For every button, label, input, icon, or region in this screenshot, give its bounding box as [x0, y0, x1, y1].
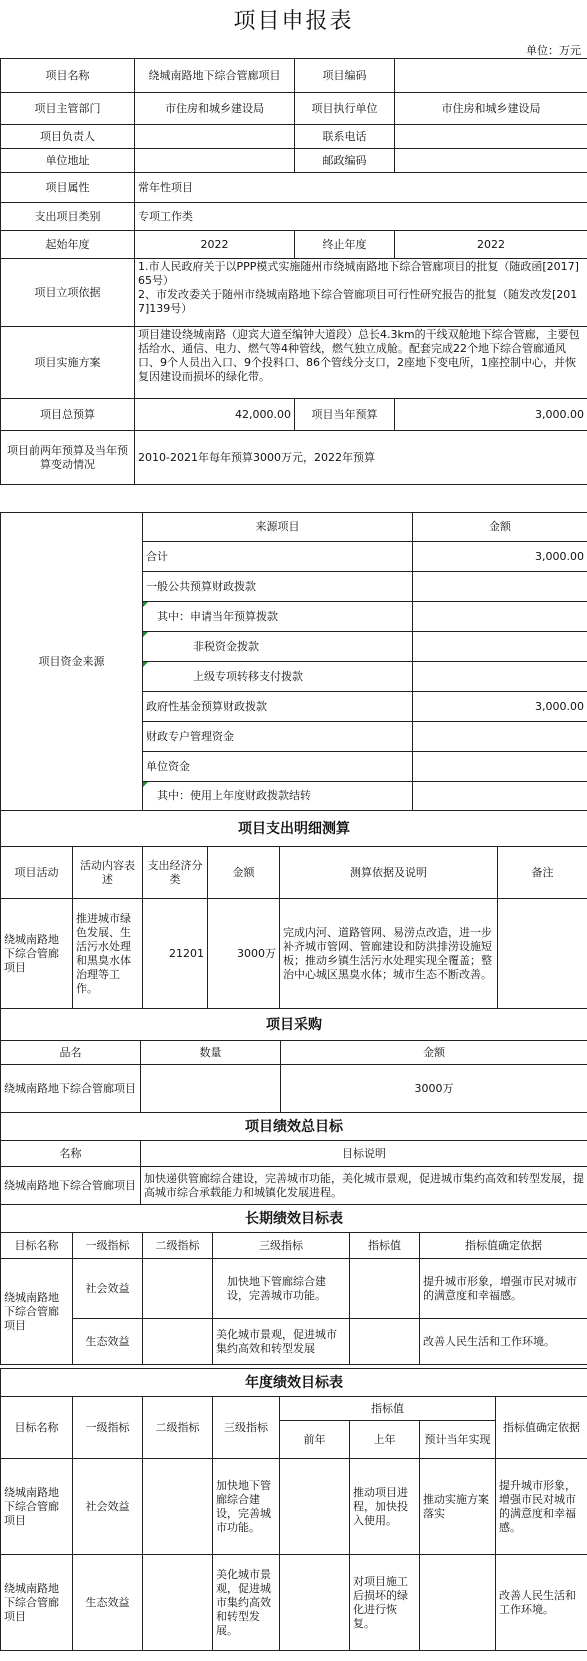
- long-term-value: [350, 1319, 420, 1365]
- end-year-value: 2022: [395, 231, 587, 259]
- expense-header: 测算依据及说明: [280, 847, 498, 899]
- annual-l1: 生态效益: [73, 1555, 143, 1651]
- perf-total-desc: 加快递供管廊综合建设，完善城市功能，美化城市景观，促进城市集约高效和转型发展，提高城市综合承载能力和城镇化发展进程。: [141, 1167, 587, 1205]
- expense-activity: 绕城南路地下综合管廊项目: [1, 899, 73, 1009]
- year-budget-label: 项目当年预算: [295, 399, 395, 431]
- long-term-title: 长期绩效目标表: [1, 1205, 587, 1233]
- annual-prev: [280, 1459, 350, 1555]
- funding-col-amount: 金额: [413, 513, 587, 542]
- procurement-table: [0, 1008, 587, 1113]
- annual-prev: [280, 1555, 350, 1651]
- funding-row-name: 合计: [143, 542, 413, 572]
- long-term-basis: 提升城市形象，增强市民对城市的满意度和幸福感。: [420, 1259, 587, 1319]
- annual-l3: 美化城市景观，促进城市集约高效和转型发展。: [213, 1555, 280, 1651]
- annual-forecast: [420, 1555, 496, 1651]
- long-term-header: 目标名称: [1, 1233, 73, 1259]
- project-code-label: 项目编码: [295, 59, 395, 93]
- prev-budget-value: 2010-2021年每年预算3000万元，2022年预算: [135, 431, 587, 485]
- dept-label: 项目主管部门: [1, 93, 135, 125]
- procurement-qty: [141, 1065, 281, 1113]
- annual-l1: 社会效益: [73, 1459, 143, 1555]
- funding-row-name: 其中：申请当年预算拨款: [143, 602, 413, 632]
- expense-amount: 3000万: [208, 899, 280, 1009]
- funding-row-name: 上级专项转移支付拨款: [143, 662, 413, 692]
- funding-row-name: 单位资金: [143, 752, 413, 782]
- project-code-value: [395, 59, 587, 93]
- zip-label: 邮政编码: [295, 149, 395, 173]
- annual-header-last: 上年: [350, 1421, 420, 1459]
- annual-header-l1: 一级指标: [73, 1397, 143, 1459]
- leader-value: [135, 125, 295, 149]
- long-term-header: 二级指标: [143, 1233, 213, 1259]
- long-term-target: 绕城南路地下综合管廊项目: [1, 1259, 73, 1365]
- expense-header: 活动内容表述: [73, 847, 143, 899]
- year-budget-value: 3,000.00: [395, 399, 587, 431]
- expense-econ-class: 21201: [143, 899, 208, 1009]
- expense-table: [0, 810, 587, 1009]
- project-name-value: 绕城南路地下综合管廊项目: [135, 59, 295, 93]
- address-value: [135, 149, 295, 173]
- basis-value: 1.市人民政府关于以PPP模式实施随州市绕城南路地下综合管廊项目的批复（随政函[2017]65号） 2、市发改委关于随州市绕城南路地下综合管廊项目可行性研究报告的批复（随发改发[2017]139号）: [135, 259, 587, 327]
- plan-label: 项目实施方案: [1, 327, 135, 399]
- funding-row-amount: [413, 782, 587, 811]
- funding-row-amount: 3,000.00: [413, 692, 587, 722]
- long-term-header: 一级指标: [73, 1233, 143, 1259]
- zip-value: [395, 149, 587, 173]
- long-term-header: 指标值确定依据: [420, 1233, 587, 1259]
- funding-row-name: 其中：使用上年度财政拨款结转: [143, 782, 413, 811]
- long-term-basis: 改善人民生活和工作环境。: [420, 1319, 587, 1365]
- prev-budget-label: 项目前两年预算及当年预算变动情况: [1, 431, 135, 485]
- funding-row-amount: [413, 752, 587, 782]
- procurement-header: 品名: [1, 1041, 141, 1065]
- funding-row-name: 政府性基金预算财政拨款: [143, 692, 413, 722]
- long-term-l1: 生态效益: [73, 1319, 143, 1365]
- budget-value: 42,000.00: [135, 399, 295, 431]
- long-term-l3: 加快地下管廊综合建设，完善城市功能。: [213, 1259, 350, 1319]
- funding-row-name: 一般公共预算财政拨款: [143, 572, 413, 602]
- perf-total-header: 名称: [1, 1141, 141, 1167]
- expense-content: 推进城市绿色发展、生活污水处理和黑臭水体治理等工作。: [73, 899, 143, 1009]
- expense-header: 项目活动: [1, 847, 73, 899]
- annual-last: 推动项目进程，加快投入使用。: [350, 1459, 420, 1555]
- annual-l2: [143, 1459, 213, 1555]
- funding-label: 项目资金来源: [1, 513, 143, 811]
- category-label: 支出项目类别: [1, 203, 135, 231]
- funding-row-amount: 3,000.00: [413, 542, 587, 572]
- budget-label: 项目总预算: [1, 399, 135, 431]
- attr-value: 常年性项目: [135, 173, 587, 203]
- procurement-header: 数量: [141, 1041, 281, 1065]
- procurement-name: 绕城南路地下综合管廊项目: [1, 1065, 141, 1113]
- expense-header: 金额: [208, 847, 280, 899]
- expense-note: [498, 899, 587, 1009]
- long-term-header: 指标值: [350, 1233, 420, 1259]
- annual-forecast: 推动实施方案落实: [420, 1459, 496, 1555]
- perf-total-title: 项目绩效总目标: [1, 1113, 587, 1141]
- long-term-header: 三级指标: [213, 1233, 350, 1259]
- funding-row-name: 财政专户管理资金: [143, 722, 413, 752]
- annual-l3: 加快地下管廊综合建设，完善城市功能。: [213, 1459, 280, 1555]
- annual-target: 绕城南路地下综合管廊项目: [1, 1459, 73, 1555]
- annual-header-forecast: 预计当年实现: [420, 1421, 496, 1459]
- funding-row-amount: [413, 662, 587, 692]
- expense-header: 备注: [498, 847, 587, 899]
- address-label: 单位地址: [1, 149, 135, 173]
- annual-last: 对项目施工后损坏的绿化进行恢复。: [350, 1555, 420, 1651]
- perf-total-name: 绕城南路地下综合管廊项目: [1, 1167, 141, 1205]
- annual-header-l3: 三级指标: [213, 1397, 280, 1459]
- start-year-label: 起始年度: [1, 231, 135, 259]
- funding-row-amount: [413, 632, 587, 662]
- dept-value: 市住房和城乡建设局: [135, 93, 295, 125]
- annual-header-l2: 二级指标: [143, 1397, 213, 1459]
- funding-row-amount: [413, 602, 587, 632]
- long-term-l2: [143, 1319, 213, 1365]
- category-value: 专项工作类: [135, 203, 587, 231]
- annual-l2: [143, 1555, 213, 1651]
- exec-value: 市住房和城乡建设局: [395, 93, 587, 125]
- funding-col-source: 来源项目: [143, 513, 413, 542]
- perf-total-table: [0, 1112, 587, 1205]
- start-year-value: 2022: [135, 231, 295, 259]
- annual-header-target: 目标名称: [1, 1397, 73, 1459]
- annual-basis: 改善人民生活和工作环境。: [496, 1555, 587, 1651]
- info-table: [0, 58, 587, 485]
- procurement-amount: 3000万: [281, 1065, 587, 1113]
- phone-label: 联系电话: [295, 125, 395, 149]
- unit-label: 单位：万元: [526, 44, 581, 57]
- annual-header-basis: 指标值确定依据: [496, 1397, 587, 1459]
- page-title: 项目申报表: [233, 9, 354, 34]
- leader-label: 项目负责人: [1, 125, 135, 149]
- perf-total-header: 目标说明: [141, 1141, 587, 1167]
- project-name-label: 项目名称: [1, 59, 135, 93]
- exec-label: 项目执行单位: [295, 93, 395, 125]
- expense-basis: 完成内河、道路管网、易涝点改造，进一步补齐城市管网、管廊建设和防洪排涝设施短板；推动乡镇生活污水处理实现全覆盖；整治中心城区黑臭水体；城市生态不断改善。: [280, 899, 498, 1009]
- long-term-l3: 美化城市景观，促进城市集约高效和转型发展: [213, 1319, 350, 1365]
- attr-label: 项目属性: [1, 173, 135, 203]
- annual-header-prev: 前年: [280, 1421, 350, 1459]
- basis-label: 项目立项依据: [1, 259, 135, 327]
- long-term-l2: [143, 1259, 213, 1319]
- annual-target: 绕城南路地下综合管廊项目: [1, 1555, 73, 1651]
- long-term-table: [0, 1204, 587, 1365]
- annual-header-value: 指标值: [280, 1397, 496, 1421]
- procurement-header: 金额: [281, 1041, 587, 1065]
- funding-row-amount: [413, 572, 587, 602]
- long-term-l1: 社会效益: [73, 1259, 143, 1319]
- funding-row-name: 非税资金拨款: [143, 632, 413, 662]
- expense-header: 支出经济分类: [143, 847, 208, 899]
- annual-title: 年度绩效目标表: [1, 1369, 587, 1397]
- phone-value: [395, 125, 587, 149]
- procurement-title: 项目采购: [1, 1009, 587, 1041]
- annual-basis: 提升城市形象，增强市民对城市的满意度和幸福感。: [496, 1459, 587, 1555]
- plan-value: 项目建设绕城南路（迎宾大道至编钟大道段）总长4.3km的干线双舱地下综合管廊，主要包括给水、通信、电力、燃气等4种管线，燃气独立成舱。配套完成22个地下综合管廊通风口、9个人员出入口、9个投料口、86个管线分支口，2座地下变电所，1座控制中心，并恢复因建设而损坏的绿化带。: [135, 327, 587, 399]
- annual-table: [0, 1368, 587, 1651]
- long-term-value: [350, 1259, 420, 1319]
- end-year-label: 终止年度: [295, 231, 395, 259]
- funding-table: [0, 512, 587, 811]
- funding-row-amount: [413, 722, 587, 752]
- expense-title: 项目支出明细测算: [1, 811, 587, 847]
